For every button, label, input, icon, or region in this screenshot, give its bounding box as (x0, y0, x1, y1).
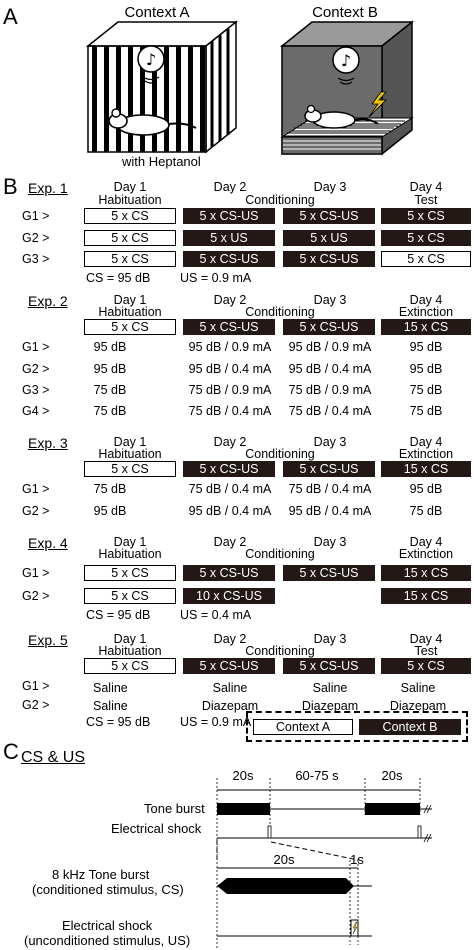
day1-label: Day 1 (113, 435, 147, 449)
cell: 95 dB / 0.4 mA (188, 504, 272, 518)
cell: 75 dB / 0.9 mA (188, 383, 272, 397)
duration-20s: 20s (381, 768, 403, 783)
day2-label: Day 2 (213, 535, 247, 549)
box-context-a: 5 x CS (84, 208, 176, 224)
box-context-b: 5 x CS-US (183, 658, 275, 674)
cell: 95 dB / 0.4 mA (288, 504, 372, 518)
box-context-a: 5 x CS (84, 251, 176, 267)
box-context-a: 5 x CS (84, 230, 176, 246)
phase-habituation: Habituation (98, 644, 162, 658)
phase-extinction: Extinction (398, 305, 454, 319)
exp3-title: Exp. 3 (28, 435, 68, 451)
shock-label-2: Electrical shock (62, 918, 153, 933)
cell: Diazepam (201, 699, 259, 713)
box-context-a: 5 x CS (84, 319, 176, 335)
day3-label: Day 3 (313, 293, 347, 307)
group-label: G2 > (22, 698, 50, 712)
exp4-title: Exp. 4 (28, 535, 68, 551)
box-context-a: 5 x CS (84, 588, 176, 604)
shock-label: Electrical shock (111, 821, 202, 836)
group-label: G4 > (22, 404, 50, 418)
box-context-a: 5 x CS (84, 461, 176, 477)
cell: 75 dB / 0.4 mA (288, 482, 372, 496)
box-context-b: 5 x CS (381, 230, 471, 246)
context-b-title: Context B (312, 4, 378, 21)
phase-extinction: Extinction (398, 447, 454, 461)
cell: Diazepam (389, 699, 447, 713)
us-note: US = 0.9 mA (180, 715, 252, 729)
cs-description: (conditioned stimulus, CS) (32, 882, 184, 897)
exp5-title: Exp. 5 (28, 632, 68, 648)
duration-20s: 20s (232, 768, 254, 783)
box-context-b: 5 x CS-US (183, 208, 275, 224)
exp1-title: Exp. 1 (28, 180, 68, 196)
box-context-b: 15 x CS (381, 565, 471, 581)
box-context-b: 5 x CS-US (283, 565, 375, 581)
group-label: G1 > (22, 566, 50, 580)
us-note: US = 0.4 mA (180, 608, 252, 622)
phase-test: Test (414, 193, 438, 207)
cell: 75 dB / 0.9 mA (288, 383, 372, 397)
cages-illustration (0, 0, 474, 175)
box-context-b: 15 x CS (381, 588, 471, 604)
box-context-b: 15 x CS (381, 319, 471, 335)
box-context-a: 5 x CS (84, 658, 176, 674)
panel-c-subtitle: CS & US (21, 749, 86, 766)
cell: 95 dB (409, 340, 443, 354)
cell: Diazepam (301, 699, 359, 713)
cell: 75 dB / 0.4 mA (288, 404, 372, 418)
legend-context-b: Context B (359, 719, 461, 735)
box-context-b: 5 x CS-US (183, 565, 275, 581)
music-note-icon: ♪ (340, 51, 352, 70)
phase-extinction: Extinction (398, 547, 454, 561)
cell: 75 dB (409, 383, 443, 397)
day4-label: Day 4 (409, 435, 443, 449)
duration-interval: 60-75 s (295, 768, 339, 783)
day2-label: Day 2 (213, 435, 247, 449)
context-a-title: Context A (124, 4, 190, 21)
phase-conditioning: Conditioning (245, 193, 315, 207)
group-label: G1 > (22, 340, 50, 354)
phase-conditioning: Conditioning (245, 447, 315, 461)
box-context-b: 5 x CS-US (283, 208, 375, 224)
box-context-a: 5 x CS (381, 251, 471, 267)
us-note: US = 0.9 mA (180, 271, 252, 285)
group-label: G2 > (22, 589, 50, 603)
panel-c-letter: C (3, 739, 19, 764)
duration-20s: 20s (273, 852, 295, 867)
cell: 95 dB (409, 362, 443, 376)
tone-8k-label: 8 kHz Tone burst (52, 867, 150, 882)
day3-label: Day 3 (313, 632, 347, 646)
day2-label: Day 2 (213, 632, 247, 646)
box-context-b: 5 x CS-US (283, 319, 375, 335)
box-context-b: 5 x CS-US (283, 658, 375, 674)
cell: 95 dB (93, 340, 127, 354)
phase-habituation: Habituation (98, 447, 162, 461)
box-context-b: 5 x CS-US (183, 251, 275, 267)
cs-note: CS = 95 dB (86, 271, 151, 285)
day4-label: Day 4 (409, 180, 443, 194)
box-context-b: 5 x CS-US (183, 461, 275, 477)
panel-b-letter: B (3, 174, 18, 199)
phase-habituation: Habituation (98, 193, 162, 207)
day4-label: Day 4 (409, 632, 443, 646)
cell: 95 dB (93, 504, 127, 518)
cell: 95 dB / 0.9 mA (188, 340, 272, 354)
tone-burst-label: Tone burst (144, 801, 205, 816)
legend-context-a: Context A (253, 719, 353, 735)
group-label: G3 > (22, 252, 50, 266)
cell: 95 dB / 0.4 mA (188, 362, 272, 376)
heptanol-label: with Heptanol (122, 154, 201, 169)
cell: 95 dB / 0.9 mA (288, 340, 372, 354)
group-label: G3 > (22, 383, 50, 397)
cell: Saline (312, 681, 348, 695)
cs-note: CS = 95 dB (86, 715, 151, 729)
cell: 75 dB (93, 383, 127, 397)
box-context-b: 5 x US (183, 230, 275, 246)
cell: 95 dB / 0.4 mA (288, 362, 372, 376)
cell: 95 dB (409, 482, 443, 496)
phase-habituation: Habituation (98, 305, 162, 319)
day1-label: Day 1 (113, 535, 147, 549)
us-description: (unconditioned stimulus, US) (24, 933, 191, 948)
cell: Saline (400, 681, 436, 695)
duration-1s: 1s (350, 852, 364, 867)
box-context-b: 5 x CS (381, 658, 471, 674)
group-label: G2 > (22, 231, 50, 245)
day3-label: Day 3 (313, 435, 347, 449)
cell: 95 dB (93, 362, 127, 376)
group-label: G2 > (22, 504, 50, 518)
cell: 75 dB / 0.4 mA (188, 404, 272, 418)
cage-a (88, 22, 236, 152)
day4-label: Day 4 (409, 293, 443, 307)
box-context-b: 5 x CS-US (183, 319, 275, 335)
day1-label: Day 1 (113, 632, 147, 646)
box-context-b: 5 x US (283, 230, 375, 246)
box-context-b: 10 x CS-US (183, 588, 275, 604)
box-context-a: 5 x CS (84, 565, 176, 581)
day1-label: Day 1 (113, 293, 147, 307)
exp2-title: Exp. 2 (28, 293, 68, 309)
music-note-icon: ♪ (145, 50, 157, 69)
box-context-b: 5 x CS-US (283, 461, 375, 477)
phase-conditioning: Conditioning (245, 644, 315, 658)
group-label: G1 > (22, 209, 50, 223)
cell: 75 dB (93, 404, 127, 418)
phase-conditioning: Conditioning (245, 305, 315, 319)
cell: Saline (212, 681, 248, 695)
cell: 75 dB (409, 504, 443, 518)
box-context-b: 15 x CS (381, 461, 471, 477)
cell: Saline (93, 699, 128, 713)
cage-b (282, 22, 412, 154)
phase-test: Test (414, 644, 438, 658)
group-label: G2 > (22, 362, 50, 376)
panel-a-letter: A (3, 4, 18, 29)
cs-note: CS = 95 dB (86, 608, 151, 622)
day3-label: Day 3 (313, 180, 347, 194)
day1-label: Day 1 (113, 180, 147, 194)
day4-label: Day 4 (409, 535, 443, 549)
phase-habituation: Habituation (98, 547, 162, 561)
box-context-b: 5 x CS-US (283, 251, 375, 267)
cell: 75 dB (409, 404, 443, 418)
box-context-b: 5 x CS (381, 208, 471, 224)
cell: 75 dB / 0.4 mA (188, 482, 272, 496)
day3-label: Day 3 (313, 535, 347, 549)
day2-label: Day 2 (213, 293, 247, 307)
group-label: G1 > (22, 679, 50, 693)
day2-label: Day 2 (213, 180, 247, 194)
group-label: G1 > (22, 482, 50, 496)
cell: 75 dB (93, 482, 127, 496)
phase-conditioning: Conditioning (245, 547, 315, 561)
cell: Saline (93, 681, 128, 695)
